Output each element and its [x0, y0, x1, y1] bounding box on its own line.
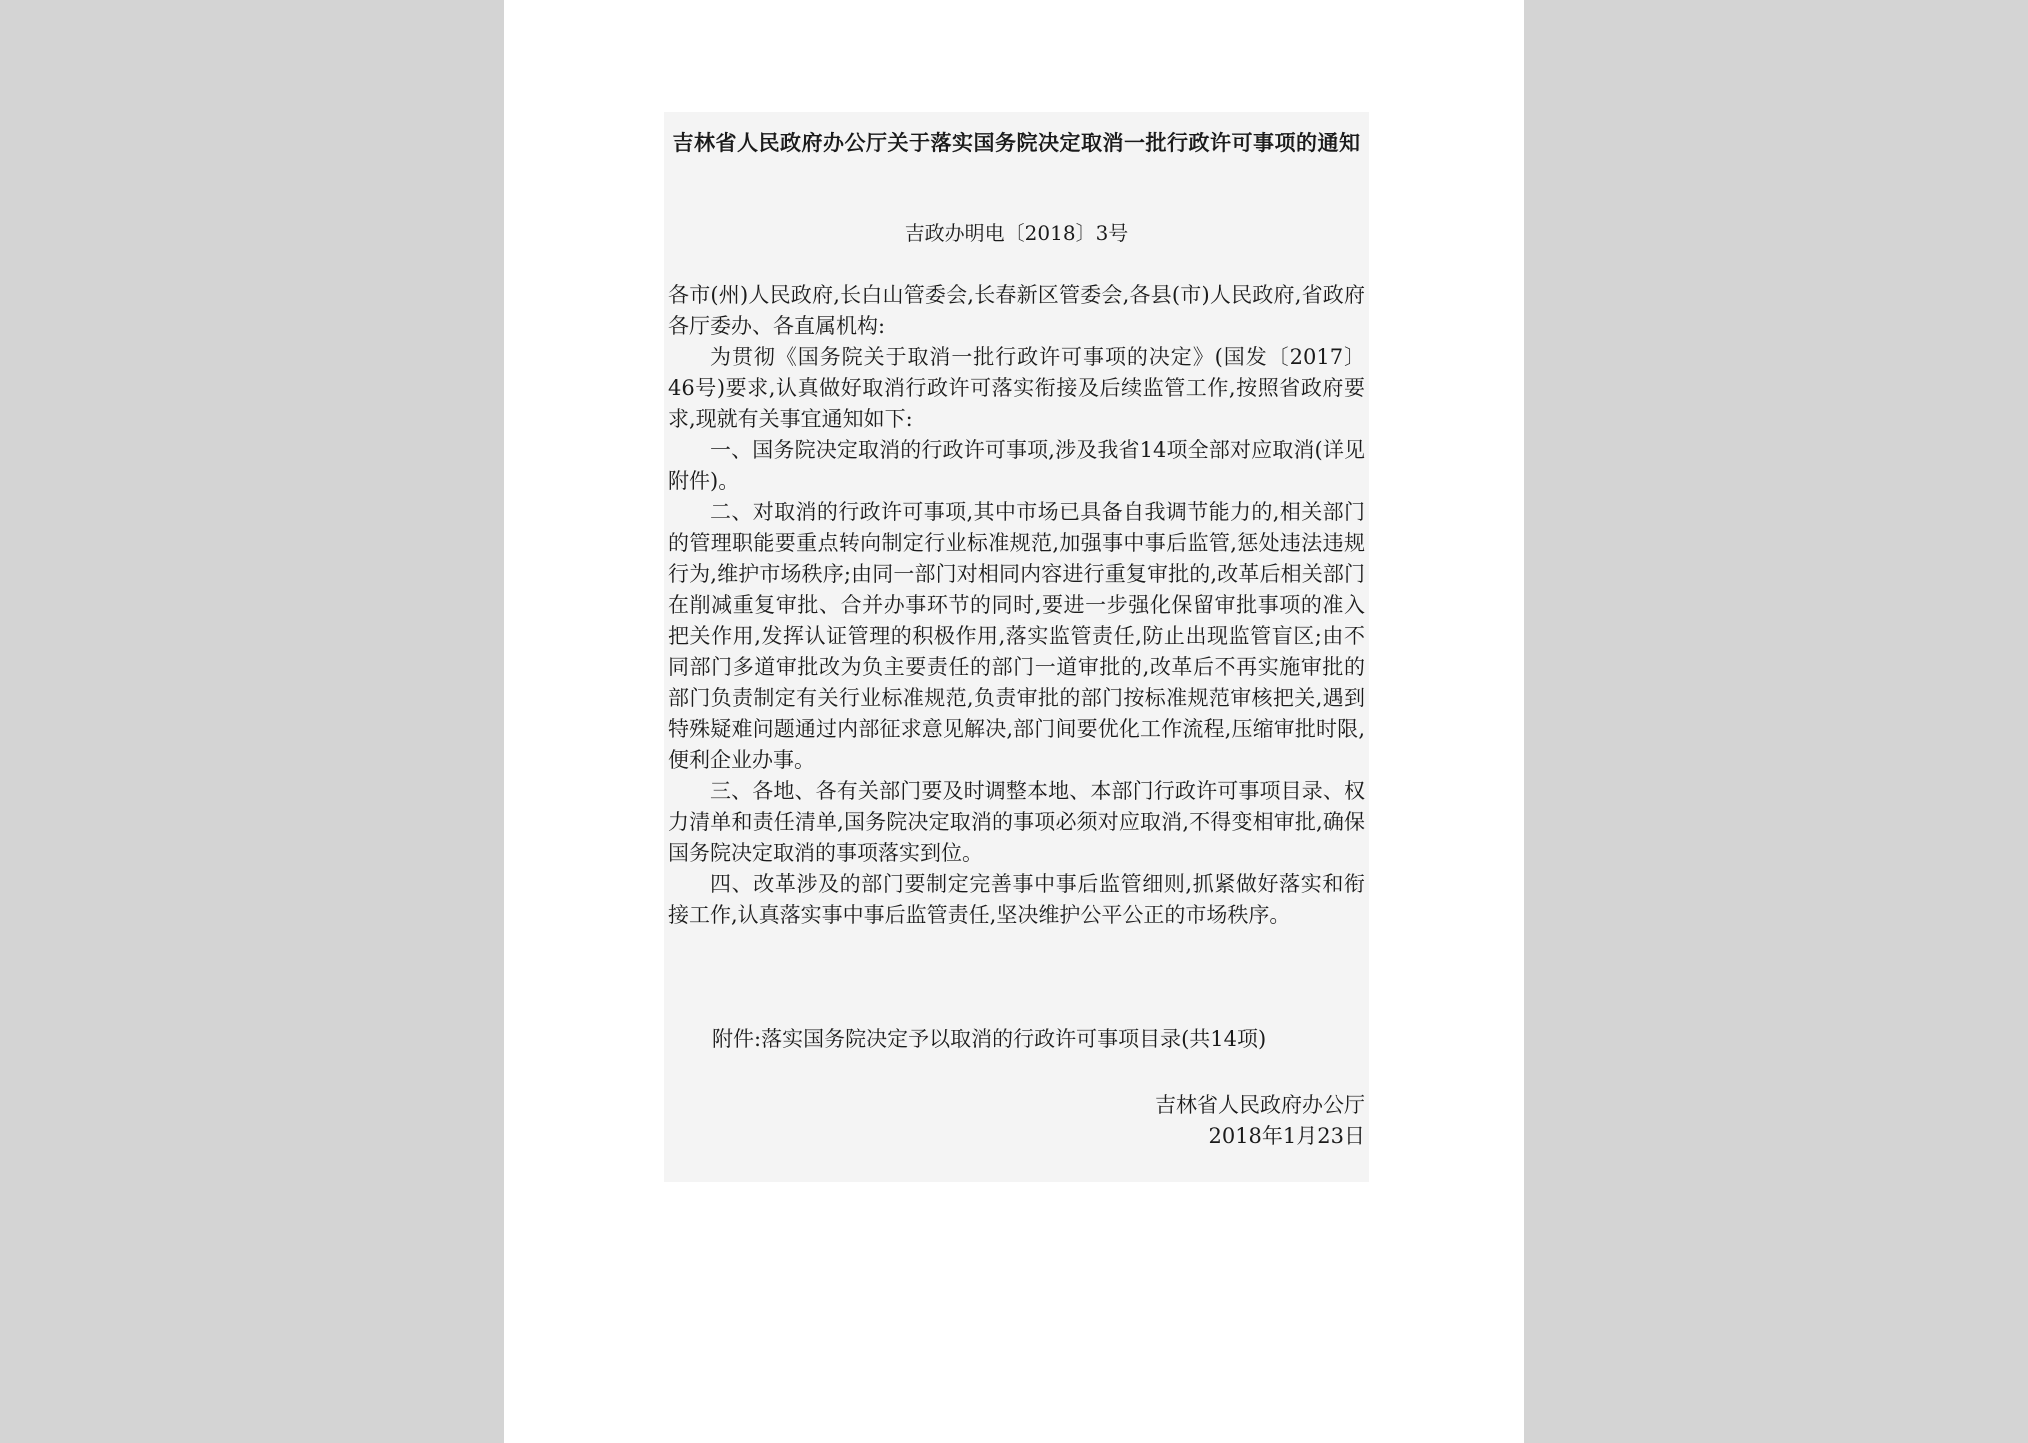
document-page	[504, 0, 1524, 1443]
paragraph-intro: 为贯彻《国务院关于取消一批行政许可事项的决定》(国发〔2017〕46号)要求,认真做好取消行政许可落实衔接及后续监管工作,按照省政府要求,现就有关事宜通知如下:	[668, 345, 1365, 431]
signature-block	[1155, 1090, 1365, 1152]
paragraph-1: 一、国务院决定取消的行政许可事项,涉及我省14项全部对应取消(详见附件)。	[668, 438, 1365, 493]
paragraph-3: 三、各地、各有关部门要及时调整本地、本部门行政许可事项目录、权力清单和责任清单,国务院决定取消的事项必须对应取消,不得变相审批,确保国务院决定取消的事项落实到位。	[668, 779, 1365, 865]
paragraph-4: 四、改革涉及的部门要制定完善事中事后监管细则,抓紧做好落实和衔接工作,认真落实事中事后监管责任,坚决维护公平公正的市场秩序。	[668, 872, 1365, 927]
addressees: 各市(州)人民政府,长白山管委会,长春新区管委会,各县(市)人民政府,省政府各厅委办、各直属机构:	[668, 283, 1365, 338]
document-body	[668, 280, 1365, 931]
scanned-document	[664, 112, 1369, 1182]
issue-date: 2018年1月23日	[1208, 1124, 1365, 1148]
paragraph-2: 二、对取消的行政许可事项,其中市场已具备自我调节能力的,相关部门的管理职能要重点转向制定行业标准规范,加强事中事后监管,惩处违法违规行为,维护市场秩序;由同一部门对相同内容进行重复审批的,改革后相关部门在削减重复审批、合并办事环节的同时,要进一步强化保留审批事项的准入把关作用,发挥认证管理的积极作用,落实监管责任,防止出现监管盲区;由不同部门多道审批改为负主要责任的部门一道审批的,改革后不再实施审批的部门负责制定有关行业标准规范,负责审批的部门按标准规范审核把关,遇到特殊疑难问题通过内部征求意见解决,部门间要优化工作流程,压缩审批时限,便利企业办事。	[668, 500, 1365, 772]
issuer: 吉林省人民政府办公厅	[1155, 1093, 1365, 1117]
attachment-line: 附件:落实国务院决定予以取消的行政许可事项目录(共14项)	[712, 1027, 1267, 1051]
document-number: 吉政办明电〔2018〕3号	[904, 221, 1129, 245]
document-title: 吉林省人民政府办公厅关于落实国务院决定取消一批行政许可事项的通知	[672, 130, 1361, 155]
